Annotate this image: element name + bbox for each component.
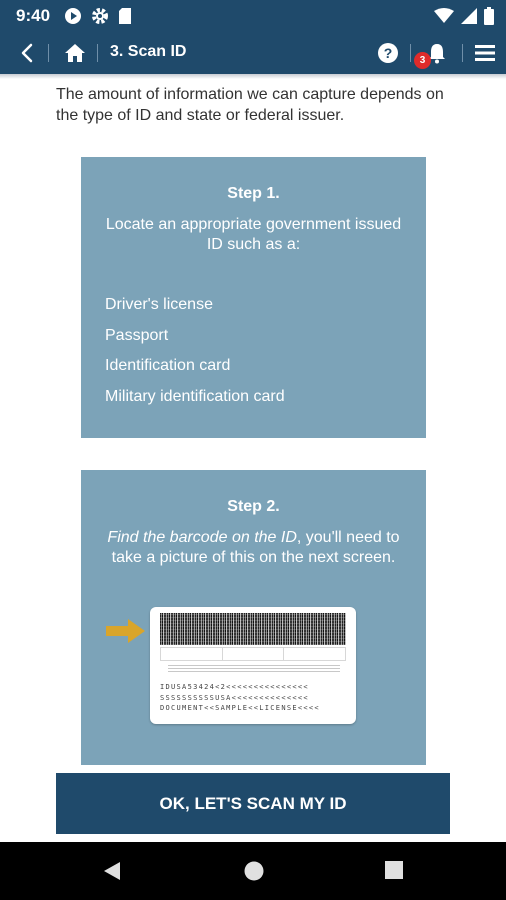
nav-recents-icon[interactable]	[384, 860, 404, 880]
status-time: 9:40	[16, 6, 51, 25]
home-button[interactable]	[60, 32, 90, 74]
mrz-line: SSSSSSSSSSUSA<<<<<<<<<<<<<<	[160, 693, 309, 702]
page-title: 3. Scan ID	[110, 43, 187, 60]
step2-description	[101, 528, 406, 568]
arrow-right-icon	[106, 618, 146, 644]
home-icon	[64, 43, 86, 63]
app-bar-shadow	[0, 74, 506, 79]
settings-gear-icon	[91, 7, 109, 25]
id-type-item: Driver's license	[105, 296, 213, 313]
sd-card-icon	[118, 7, 132, 25]
app-bar-divider	[97, 44, 98, 62]
id-type-item: Identification card	[105, 357, 231, 374]
svg-text:?: ?	[383, 45, 393, 61]
status-icons-left	[64, 7, 132, 25]
step2-description-emphasis: Find the barcode on the ID	[107, 529, 297, 546]
step1-card	[81, 157, 426, 438]
status-bar	[0, 0, 506, 32]
app-bar-divider	[410, 44, 411, 62]
step1-description: Locate an appropriate government issued ID such as a:	[105, 216, 402, 253]
id-card-fields	[160, 647, 346, 661]
app-bar	[0, 32, 506, 74]
play-protect-icon	[64, 7, 82, 25]
wifi-icon	[434, 8, 454, 24]
nav-home-icon[interactable]	[243, 860, 265, 882]
app-bar-divider	[48, 44, 49, 62]
status-icons-right	[434, 7, 494, 25]
cell-signal-icon	[461, 8, 477, 24]
nav-back-icon[interactable]	[101, 860, 123, 882]
mrz-line: IDUSA53424<2<<<<<<<<<<<<<<<	[160, 683, 309, 691]
step2-title: Step 2.	[227, 498, 280, 515]
help-icon	[377, 42, 399, 64]
app-bar-divider	[462, 44, 463, 62]
back-chevron-icon	[20, 43, 34, 63]
system-nav-bar	[0, 842, 506, 900]
step1-title: Step 1.	[227, 185, 280, 202]
scan-id-button[interactable]: OK, LET'S SCAN MY ID	[56, 773, 450, 834]
id-card-illustration	[150, 607, 356, 724]
back-button[interactable]	[10, 32, 44, 74]
battery-icon	[484, 7, 494, 25]
notification-badge: 3	[414, 52, 431, 69]
barcode-texture	[160, 613, 346, 645]
id-card-mrz	[160, 682, 320, 714]
menu-icon	[475, 44, 495, 62]
id-type-item: Passport	[105, 326, 169, 344]
intro-text: The amount of information we can capture depends on the type of ID and state or federal issuer.	[56, 86, 444, 124]
help-button[interactable]	[374, 32, 402, 74]
step2-description-rest: , you'll need to take a picture of this on the next screen.	[111, 529, 400, 566]
id-type-item: Military identification card	[105, 387, 285, 405]
id-card-fine-print	[168, 664, 340, 672]
id-type-list	[105, 295, 285, 417]
menu-button[interactable]	[472, 32, 498, 74]
mrz-line: DOCUMENT<<SAMPLE<<LICENSE<<<<	[160, 704, 320, 712]
